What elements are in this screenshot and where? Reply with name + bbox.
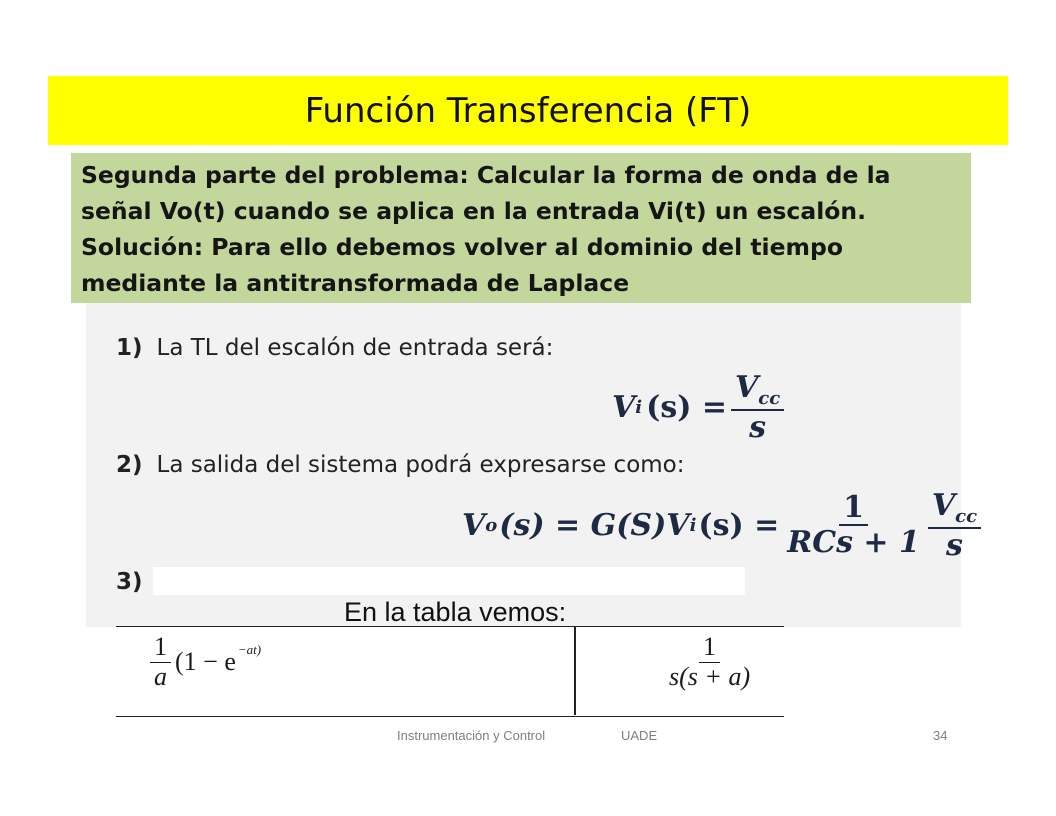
content-box (86, 303, 978, 627)
footer-course: Instrumentación y Control (397, 728, 546, 743)
intro-line: Solución: Para ello debemos volver al dominio del tiempo (81, 233, 844, 261)
fraction: $\frac{V_{cc}}{s}$ (731, 371, 784, 444)
fraction: $\frac{V_{cc}}{s}$ (928, 489, 981, 562)
intro-box (71, 153, 971, 303)
fraction: $\frac{1}{\text{RCs + 1}}$ (787, 490, 920, 561)
step-1 (116, 335, 553, 361)
table-divider (574, 627, 576, 715)
equation-vo: V o (s) = G(S)V i (s) = $\frac{1}{\text{RCs + 1}}$ $\frac{V_{cc}}{s}$ (462, 489, 985, 562)
step-number: 2) (116, 452, 143, 478)
footer-institution: UADE (621, 728, 658, 743)
fraction: $\frac{1}{a}$ (150, 633, 171, 691)
equation-vi: V i (s) = $\frac{V_{cc}}{s}$ (612, 371, 788, 444)
step-2 (116, 452, 685, 478)
step-text: La TL del escalón de entrada será: (156, 335, 554, 361)
table-s-domain-cell (661, 633, 758, 691)
fraction: $\frac{1}{s(s + a)}$ (669, 632, 751, 691)
footer-page-number: 34 (933, 728, 948, 743)
blank-strip (153, 567, 745, 595)
intro-line: Segunda parte del problema: Calcular la forma de onda de la (81, 161, 891, 189)
laplace-table (116, 626, 784, 717)
title-bar (48, 76, 1008, 145)
step-3 (116, 569, 157, 595)
step-number: 3) (116, 569, 143, 595)
intro-line: mediante la antitransformada de Laplace (81, 269, 630, 297)
intro-line: señal Vo(t) cuando se aplica en la entrada Vi(t) un escalón. (81, 197, 867, 225)
step-number: 1) (116, 335, 143, 361)
step-text: La salida del sistema podrá expresarse como: (156, 452, 685, 478)
table-label: En la tabla vemos: (344, 597, 567, 627)
table-time-domain-cell: $\frac{1}{a}$ (1 − e −at) (146, 633, 261, 691)
slide-title: Función Transferencia (FT) (304, 90, 752, 131)
